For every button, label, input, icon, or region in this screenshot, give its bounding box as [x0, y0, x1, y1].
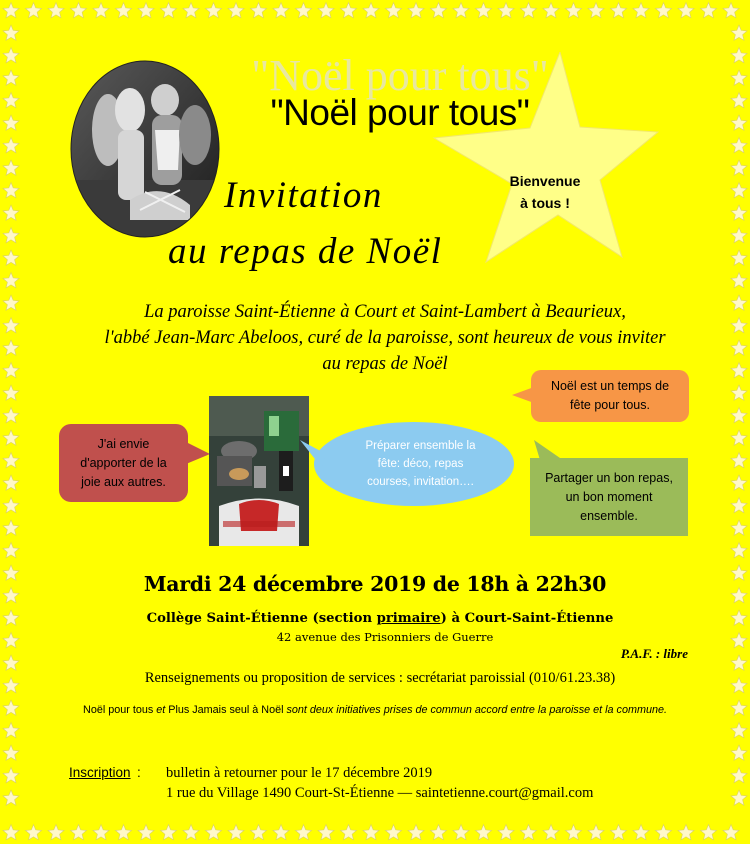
border-star-icon: [731, 408, 747, 423]
border-star-icon: [543, 825, 559, 840]
welcome-line1: Bienvenue: [509, 173, 581, 189]
border-star-icon: [250, 3, 266, 18]
intro-line1: La paroisse Saint-Étienne à Court et Saint-Lambert à Beaurieux,: [144, 302, 626, 322]
border-star-icon: [385, 3, 401, 18]
intro-paragraph: [60, 299, 710, 377]
border-star-icon: [3, 25, 19, 40]
border-star-icon: [498, 3, 514, 18]
border-star-icon: [3, 160, 19, 175]
border-star-icon: [723, 3, 739, 18]
invitation-heading-line2: au repas de Noël: [168, 231, 443, 272]
border-star-icon: [93, 825, 109, 840]
inscription-colon: :: [137, 765, 141, 780]
border-star-icon: [3, 295, 19, 310]
venue-before: Collège Saint-Étienne (section: [146, 611, 377, 626]
event-address: 42 avenue des Prisonniers de Guerre: [276, 630, 494, 644]
border-star-icon: [731, 790, 747, 805]
border-star-icon: [731, 70, 747, 85]
border-star-icon: [3, 3, 19, 18]
border-star-icon: [183, 825, 199, 840]
border-star-icon: [3, 565, 19, 580]
orange-bubble-tail: [512, 385, 534, 405]
border-star-icon: [731, 768, 747, 783]
border-star-icon: [25, 825, 41, 840]
border-star-icon: [3, 430, 19, 445]
blue-bubble-line2: fête: déco, repas: [377, 458, 464, 470]
inscription-line2: 1 rue du Village 1490 Court-St-Étienne — saintetienne.court@gmail.com: [166, 785, 594, 801]
border-star-icon: [731, 520, 747, 535]
border-star-icon: [3, 700, 19, 715]
border-star-icon: [453, 825, 469, 840]
border-star-icon: [700, 3, 716, 18]
border-star-icon: [70, 825, 86, 840]
border-star-icon: [678, 3, 694, 18]
border-star-icon: [731, 183, 747, 198]
border-star-icon: [731, 610, 747, 625]
border-star-icon: [731, 543, 747, 558]
border-star-icon: [3, 790, 19, 805]
border-star-icon: [205, 3, 221, 18]
border-star-icon: [273, 3, 289, 18]
border-star-icon: [430, 825, 446, 840]
red-bubble-line1: J'ai envie: [97, 436, 150, 451]
intro-line3: au repas de Noël: [322, 354, 448, 374]
blue-bubble-line1: Préparer ensemble la: [365, 440, 476, 452]
border-star-icon: [228, 3, 244, 18]
border-star-icon: [453, 3, 469, 18]
border-star-icon: [3, 48, 19, 63]
border-star-icon: [731, 475, 747, 490]
border-star-icon: [731, 588, 747, 603]
nativity-photo: [70, 60, 220, 238]
border-star-icon: [731, 138, 747, 153]
border-star-icon: [3, 475, 19, 490]
border-star-icon: [228, 825, 244, 840]
border-star-icon: [3, 385, 19, 400]
speech-bubble-green: [530, 458, 688, 536]
border-star-icon: [678, 825, 694, 840]
border-star-icon: [731, 160, 747, 175]
table-photo: [209, 396, 309, 546]
venue-after: ) à Court-Saint-Étienne: [440, 611, 614, 626]
border-star-icon: [610, 3, 626, 18]
border-star-icon: [3, 273, 19, 288]
border-star-icon: [731, 273, 747, 288]
border-star-icon: [3, 610, 19, 625]
border-star-icon: [3, 768, 19, 783]
border-star-icon: [700, 825, 716, 840]
border-star-icon: [655, 825, 671, 840]
watermark-title: "Noël pour tous": [251, 51, 549, 100]
event-date: Mardi 24 décembre 2019 de 18h à 22h30: [143, 572, 607, 596]
border-star-icon: [250, 825, 266, 840]
paf-label: P.A.F. : libre: [620, 646, 688, 661]
border-star-icon: [565, 3, 581, 18]
note-part2: et: [153, 704, 169, 716]
border-star-icon: [565, 825, 581, 840]
border-star-icon: [731, 318, 747, 333]
invitation-heading-line1: Invitation: [224, 175, 383, 216]
border-star-icon: [3, 588, 19, 603]
border-star-icon: [340, 3, 356, 18]
inscription-line1: bulletin à retourner pour le 17 décembre 2019: [166, 765, 433, 781]
border-star-icon: [408, 3, 424, 18]
border-star-icon: [160, 825, 176, 840]
border-star-icon: [731, 48, 747, 63]
border-star-icon: [3, 408, 19, 423]
border-star-icon: [498, 825, 514, 840]
border-star-icon: [3, 723, 19, 738]
border-star-icon: [588, 3, 604, 18]
note-part1: Noël pour tous: [83, 704, 154, 716]
event-venue: [145, 611, 615, 626]
border-star-icon: [3, 228, 19, 243]
border-star-icon: [363, 3, 379, 18]
border-star-icon: [138, 825, 154, 840]
border-star-icon: [3, 498, 19, 513]
border-star-icon: [731, 655, 747, 670]
green-bubble-line3: ensemble.: [580, 508, 638, 523]
border-star-icon: [3, 93, 19, 108]
border-star-icon: [3, 678, 19, 693]
speech-bubble-orange: [531, 370, 689, 422]
initiatives-note: [55, 704, 695, 716]
blue-bubble-line3: courses, invitation….: [367, 476, 474, 488]
red-bubble-line3: joie aux autres.: [81, 474, 166, 489]
border-star-icon: [520, 825, 536, 840]
border-star-icon: [408, 825, 424, 840]
orange-bubble-line2: fête pour tous.: [570, 398, 650, 412]
border-star-icon: [318, 3, 334, 18]
inscription-label: Inscription: [69, 765, 131, 780]
border-star-icon: [475, 3, 491, 18]
border-star-icon: [731, 723, 747, 738]
border-star-icon: [3, 70, 19, 85]
border-star-icon: [633, 825, 649, 840]
border-star-icon: [3, 825, 19, 840]
border-star-icon: [48, 825, 64, 840]
green-bubble-line1: Partager un bon repas,: [545, 470, 673, 485]
border-star-icon: [3, 340, 19, 355]
border-star-icon: [340, 825, 356, 840]
border-star-icon: [731, 678, 747, 693]
note-part3: Plus Jamais seul à Noël: [168, 704, 284, 716]
border-star-icon: [543, 3, 559, 18]
border-star-icon: [3, 183, 19, 198]
welcome-message: [505, 170, 585, 214]
border-star-icon: [3, 318, 19, 333]
border-star-icon: [3, 205, 19, 220]
border-star-icon: [731, 25, 747, 40]
border-star-icon: [731, 565, 747, 580]
border-star-icon: [731, 745, 747, 760]
border-star-icon: [731, 363, 747, 378]
border-star-icon: [295, 825, 311, 840]
red-bubble-line2: d'apporter de la: [80, 455, 167, 470]
border-star-icon: [3, 633, 19, 648]
intro-line2: l'abbé Jean-Marc Abeloos, curé de la paroisse, sont heureux de vous inviter: [104, 328, 666, 348]
border-star-icon: [731, 295, 747, 310]
border-star-icon: [3, 745, 19, 760]
orange-bubble-line1: Noël est un temps de: [550, 379, 670, 393]
border-star-icon: [183, 3, 199, 18]
border-star-icon: [295, 3, 311, 18]
border-star-icon: [3, 250, 19, 265]
welcome-line2: à tous !: [520, 195, 570, 211]
border-star-icon: [3, 363, 19, 378]
border-star-icon: [318, 825, 334, 840]
border-star-icon: [3, 138, 19, 153]
border-star-icon: [430, 3, 446, 18]
border-star-icon: [633, 3, 649, 18]
border-star-icon: [731, 340, 747, 355]
border-star-icon: [3, 543, 19, 558]
border-star-icon: [588, 825, 604, 840]
green-bubble-line2: un bon moment: [565, 489, 653, 504]
border-star-icon: [70, 3, 86, 18]
page-title: "Noël pour tous": [270, 92, 530, 133]
border-star-icon: [731, 700, 747, 715]
border-star-icon: [520, 3, 536, 18]
venue-emphasis: primaire: [376, 611, 441, 626]
border-star-icon: [731, 250, 747, 265]
border-star-icon: [115, 3, 131, 18]
border-star-icon: [138, 3, 154, 18]
border-star-icon: [3, 115, 19, 130]
border-star-icon: [723, 825, 739, 840]
border-star-icon: [385, 825, 401, 840]
border-star-icon: [3, 453, 19, 468]
border-star-icon: [731, 633, 747, 648]
border-star-icon: [3, 655, 19, 670]
border-star-icon: [610, 825, 626, 840]
services-info: Renseignements ou proposition de services : secrétariat paroissial (010/61.23.38): [144, 670, 616, 686]
border-star-icon: [25, 3, 41, 18]
border-star-icon: [731, 115, 747, 130]
border-star-icon: [731, 498, 747, 513]
speech-bubble-red: [59, 424, 188, 502]
border-star-icon: [93, 3, 109, 18]
border-star-icon: [655, 3, 671, 18]
border-star-icon: [475, 825, 491, 840]
border-star-icon: [3, 520, 19, 535]
border-star-icon: [160, 3, 176, 18]
note-part4: sont deux initiatives prises de commun accord entre la paroisse et la commune.: [283, 704, 667, 716]
border-star-icon: [731, 385, 747, 400]
border-star-icon: [363, 825, 379, 840]
border-star-icon: [115, 825, 131, 840]
border-star-icon: [731, 430, 747, 445]
border-star-icon: [205, 825, 221, 840]
border-star-icon: [48, 3, 64, 18]
border-star-icon: [731, 93, 747, 108]
border-star-icon: [731, 453, 747, 468]
border-star-icon: [273, 825, 289, 840]
border-star-icon: [731, 228, 747, 243]
border-star-icon: [731, 205, 747, 220]
blue-bubble-text: [311, 425, 514, 503]
